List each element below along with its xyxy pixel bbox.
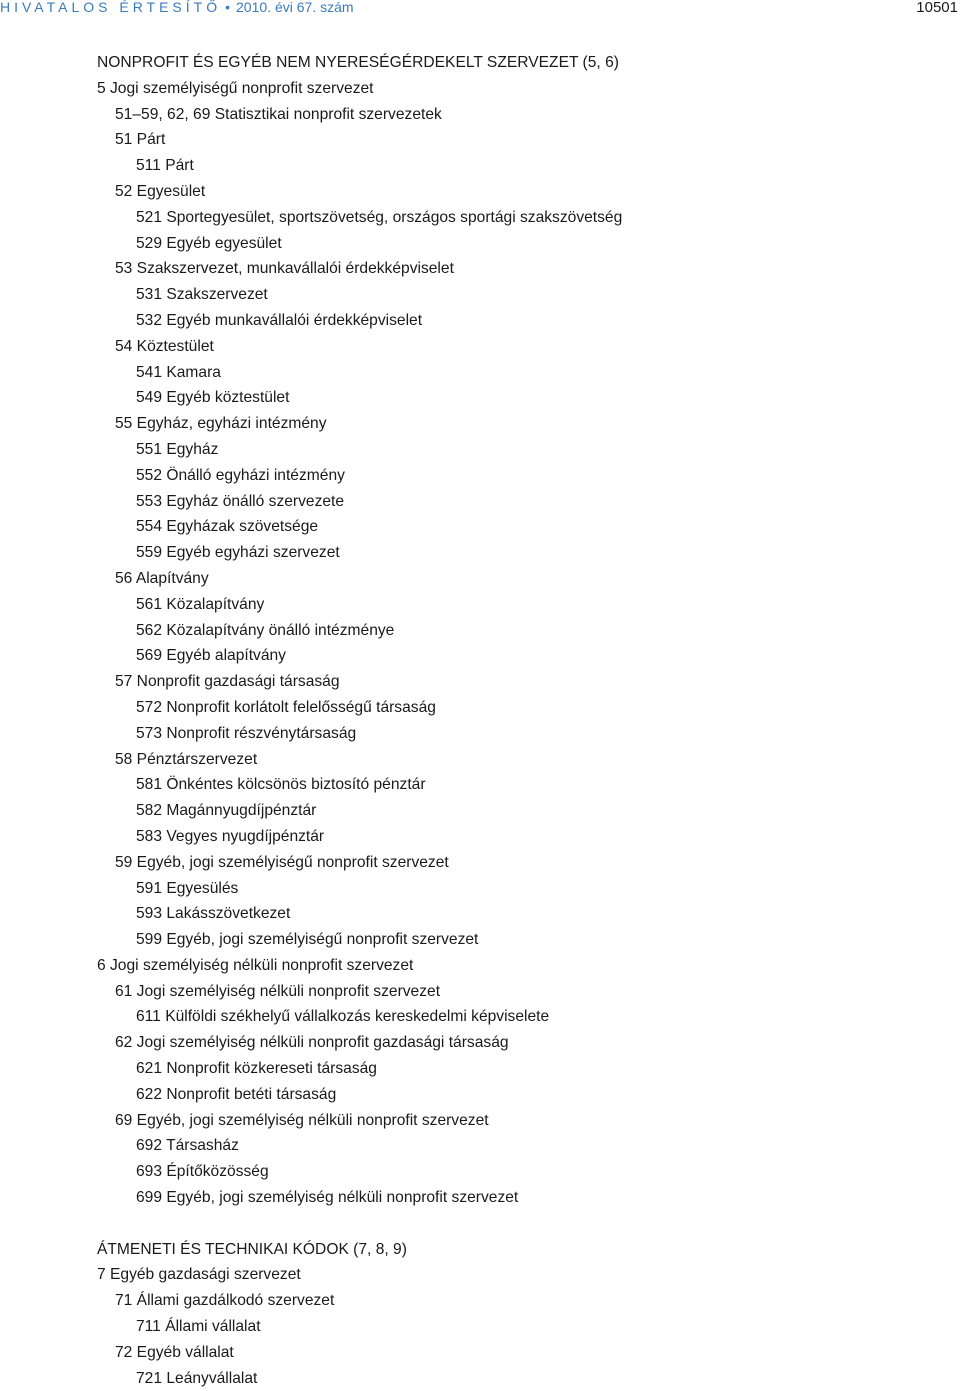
code-entry-level-0: 7 Egyéb gazdasági szervezet [97,1266,301,1284]
code-entry-level-2: 553 Egyház önálló szervezete [136,492,345,510]
masthead: HIVATALOS ÉRTESÍTŐ [0,0,222,15]
section-spacer [97,1211,940,1237]
code-entry-level-2: 593 Lakásszövetkezet [136,905,291,923]
code-entry-level-2: 591 Egyesülés [136,879,239,897]
code-entry-level-2: 559 Egyéb egyházi szervezet [136,544,340,562]
code-entry-level-1: 56 Alapítvány [115,569,209,587]
code-entry-level-1: 62 Jogi személyiség nélküli nonprofit gazdasági társaság [115,1034,509,1052]
code-entry-level-2: 622 Nonprofit betéti társaság [136,1085,337,1103]
code-entry-level-2: 521 Sportegyesület, sportszövetség, országos sportági szakszövetség [136,208,623,226]
code-entry-level-2: 541 Kamara [136,363,221,381]
code-entry-level-2: 583 Vegyes nyugdíjpénztár [136,827,325,845]
code-entry-level-1: 59 Egyéb, jogi személyiségű nonprofit szervezet [115,853,449,871]
code-entry-level-2: 573 Nonprofit részvénytársaság [136,724,357,742]
code-entry-level-2: 721 Leányvállalat [136,1369,258,1387]
code-entry-level-2: 551 Egyház [136,440,219,458]
code-entry-level-2: 599 Egyéb, jogi személyiségű nonprofit szervezet [136,931,479,949]
code-entry-level-2: 699 Egyéb, jogi személyiség nélküli nonprofit szervezet [136,1189,519,1207]
code-entry-level-2: 552 Önálló egyházi intézmény [136,466,345,484]
section-heading: NONPROFIT ÉS EGYÉB NEM NYERESÉGÉRDEKELT SZERVEZET (5, 6) [97,54,619,71]
page-number: 10501 [916,0,958,16]
code-entry-level-0: 5 Jogi személyiségű nonprofit szervezet [97,79,374,97]
code-entry-level-2: 532 Egyéb munkavállalói érdekképviselet [136,311,423,329]
code-entry-level-2: 511 Párt [136,157,194,175]
code-entry-level-2: 621 Nonprofit közkereseti társaság [136,1060,377,1078]
code-entry-level-1: 57 Nonprofit gazdasági társaság [115,673,340,691]
code-entry-level-2: 531 Szakszervezet [136,286,268,304]
code-entry-level-1: 72 Egyéb vállalat [115,1343,234,1361]
code-list [97,50,940,1391]
code-entry-level-1: 55 Egyház, egyházi intézmény [115,415,327,433]
code-entry-level-2: 562 Közalapítvány önálló intézménye [136,621,395,639]
issue-label: 2010. évi 67. szám [236,0,354,15]
bullet-separator: • [225,0,231,15]
code-entry-level-2: 582 Magánnyugdíjpénztár [136,802,317,820]
code-entry-level-1: 61 Jogi személyiség nélküli nonprofit szervezet [115,982,441,1000]
page-header [0,0,960,14]
code-entry-level-2: 561 Közalapítvány [136,595,265,613]
code-entry-level-1: 54 Köztestület [115,337,214,355]
code-entry-level-2: 569 Egyéb alapítvány [136,647,286,665]
code-entry-level-2: 572 Nonprofit korlátolt felelősségű társaság [136,698,436,716]
code-entry-level-1: 52 Egyesület [115,182,206,200]
code-entry-level-2: 693 Építőközösség [136,1163,269,1181]
code-entry-level-2: 529 Egyéb egyesület [136,234,282,252]
code-entry-level-2: 611 Külföldi székhelyű vállalkozás kereskedelmi képviselete [136,1008,550,1026]
code-entry-level-2: 711 Állami vállalat [136,1318,261,1336]
code-entry-level-2: 581 Önkéntes kölcsönös biztosító pénztár [136,776,426,794]
code-entry-level-1: 53 Szakszervezet, munkavállalói érdekképviselet [115,260,454,278]
code-entry-level-2: 554 Egyházak szövetsége [136,518,319,536]
code-entry-level-1: 58 Pénztárszervezet [115,750,258,768]
code-entry-level-1: 51–59, 62, 69 Statisztikai nonprofit szervezetek [115,105,442,123]
section-heading: ÁTMENETI ÉS TECHNIKAI KÓDOK (7, 8, 9) [97,1240,407,1258]
code-entry-level-2: 549 Egyéb köztestület [136,389,290,407]
code-entry-level-2: 692 Társasház [136,1137,239,1155]
journal-title [0,0,354,15]
code-entry-level-0: 6 Jogi személyiség nélküli nonprofit szervezet [97,956,414,974]
code-entry-level-1: 71 Állami gazdálkodó szervezet [115,1292,335,1310]
code-entry-level-1: 51 Párt [115,131,166,149]
code-entry-level-1: 69 Egyéb, jogi személyiség nélküli nonprofit szervezet [115,1111,489,1129]
